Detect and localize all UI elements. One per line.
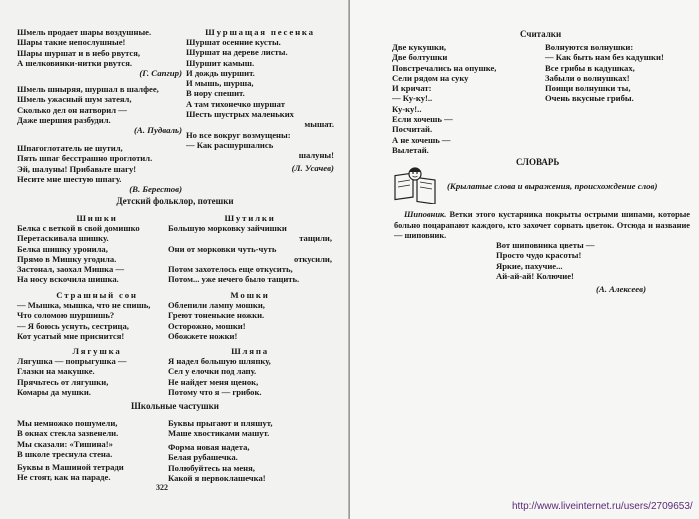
text-line: шалуны!	[298, 150, 334, 161]
text-line: Шмель продает шары воздушные.	[17, 27, 152, 37]
text-line: Буквы прыгают и пляшут,	[168, 418, 273, 428]
chastushka-2	[168, 418, 332, 439]
text-line: Волнуются волнушки:	[545, 42, 634, 52]
chastushka-1	[17, 418, 177, 459]
poem-title: Лягушка	[72, 346, 122, 356]
text-line: Поищи волнушки ты,	[545, 83, 631, 94]
text-line: Лягушка — попрыгушка —	[17, 356, 127, 366]
text-line: Облепили лампу мошки,	[168, 300, 265, 310]
text-line: Если хочешь —	[392, 114, 453, 125]
text-line: Ку-ку!..	[392, 103, 422, 114]
text-line: На носу вскочила шишка.	[17, 274, 119, 285]
text-line: Шуршат осенние кусты.	[186, 37, 281, 47]
text-line: Белка с веткой в свой домишко	[17, 223, 140, 233]
text-line: Вот шиповника цветы —	[496, 240, 595, 250]
text-line: — Как расшуршались	[186, 139, 274, 150]
page-number: 322	[156, 483, 168, 492]
text-line: Греют тоненькие ножки.	[168, 310, 265, 321]
text-line: Сколько дел он натворил —	[17, 104, 127, 115]
author: (Л. Усачев)	[291, 162, 334, 173]
poem-shlyapa	[168, 346, 332, 397]
text-line: Потом захотелось еще откусить,	[168, 264, 293, 275]
text-line: Пять шпаг бесстрашно проглотил.	[17, 153, 153, 164]
poem-shmel-shary	[17, 27, 182, 79]
text-line: Белая рубашечка.	[168, 452, 238, 463]
dictionary-title: СЛОВАРЬ	[516, 157, 560, 167]
text-line: Белка шишку уронила,	[17, 243, 108, 254]
text-line: Не стоят, как на параде.	[17, 472, 111, 483]
text-line: И кричат:	[392, 83, 432, 94]
text-line: А не хочешь —	[392, 134, 451, 145]
text-line: В нору спешит.	[186, 88, 245, 99]
text-line: Ай-ай-ай! Колючие!	[496, 270, 574, 281]
poem-shpagoglotatel	[17, 143, 182, 195]
text-line: — Ку-ку!..	[392, 93, 433, 104]
section-title: Детский фольклор, потешки	[116, 196, 234, 206]
text-line: Сели рядом на суку	[392, 72, 469, 83]
text-line: Мы сказали: «Тишина!»	[17, 438, 113, 449]
text-line: Очень вкусные грибы.	[545, 93, 634, 104]
text-line: Не найдет меня щенок,	[168, 376, 259, 387]
text-line: Осторожно, мошки!	[168, 320, 246, 331]
poem-strashny-son	[17, 290, 177, 341]
poem-title: Мошки	[230, 290, 270, 300]
text-line: мышат.	[304, 119, 334, 130]
text-line: Несите мне шестую шпагу.	[17, 173, 122, 184]
text-line: Шары такие непослушные!	[17, 37, 126, 48]
text-line: Прямо в Мишку угодила.	[17, 253, 117, 264]
author: (А. Пудваль)	[133, 125, 182, 136]
poem-lyagushka	[17, 346, 177, 397]
text-line: Буквы в Машиной тетради	[17, 462, 124, 472]
text-line: Какой я первоклашечка!	[168, 472, 266, 483]
text-line: — Мышка, мышка, что не спишь,	[17, 300, 151, 310]
watermark-url: http://www.liveinternet.ru/users/2709653/	[512, 501, 693, 512]
text-line: откусили,	[294, 253, 332, 264]
text-line: Что соломою шуршишь?	[17, 310, 115, 321]
author: (Г. Сапгир)	[139, 68, 182, 79]
poem-title: Шляпа	[231, 346, 269, 356]
poem-shishki	[17, 213, 177, 285]
dictionary-definition: Ветки этого кустарника покрыты острыми шипами, которые больно поцарапают каждого, кто захочет сорвать цветок. Отсюда и название — шиповник.	[394, 210, 690, 241]
text-line: Шмель шныряя, шуршал в шалфее,	[17, 84, 159, 94]
text-line: Вылетай.	[392, 144, 429, 155]
poem-shurshashchaya-pesenka	[186, 27, 334, 174]
text-line: Повстречались на опушке,	[392, 62, 497, 73]
author: (А. Алексеев)	[595, 284, 646, 295]
dictionary-entry-text	[394, 210, 690, 242]
text-line: Забыли о волнушках!	[545, 72, 630, 83]
text-line: тащили,	[299, 233, 332, 244]
text-line: В окнах стекла зазвенели.	[17, 428, 119, 439]
text-line: Посчитай.	[392, 124, 433, 135]
dictionary-keyword: Шиповник.	[404, 210, 447, 219]
text-line: Шуршат на дереве листы.	[186, 47, 288, 58]
text-line: А шелковинки-нитки рвутся.	[17, 57, 133, 68]
text-line: В школе треснула стена.	[17, 448, 113, 459]
reading-child-icon	[392, 166, 438, 204]
text-line: Шесть шустрых маленьких	[186, 109, 294, 120]
text-line: Просто чудо красоты!	[496, 250, 582, 261]
text-line: А там тихонечко шуршат	[186, 98, 285, 109]
text-line: Большую морковку зайчишки	[168, 223, 287, 233]
poem-shmel-shalfei	[17, 84, 182, 136]
right-page	[350, 0, 699, 519]
schitalka-kukushki	[392, 42, 542, 155]
text-line: Шпагоглотатель не шутил,	[17, 143, 123, 153]
section-title: Школьные частушки	[131, 401, 219, 411]
text-line: Все грибы в кадушках,	[545, 62, 635, 73]
text-line: Шуршит камыш.	[186, 57, 255, 68]
dictionary-subtitle: (Крылатые слова и выражения, происхождение слов)	[447, 181, 658, 191]
text-line: Две болтушки	[392, 52, 448, 63]
text-line: Кот усатый мне приснится!	[17, 330, 125, 341]
poem-moshki	[168, 290, 332, 341]
section-title: Считалки	[520, 29, 562, 39]
text-line: Потом... уже нечего было тащить.	[168, 274, 300, 285]
text-line: — Я боюсь уснуть, сестрица,	[17, 320, 129, 331]
text-line: Форма новая надета,	[168, 442, 250, 452]
text-line: Даже шершня разбудил.	[17, 114, 111, 125]
poem-title: Шуршащая песенка	[205, 27, 315, 37]
text-line: Мы немножко пошумели,	[17, 418, 118, 428]
text-line: Прячьтесь от лягушки,	[17, 376, 109, 387]
chastushka-3	[17, 462, 177, 483]
text-line: И дождь шуршит.	[186, 67, 255, 78]
text-line: Они от морковки чуть-чуть	[168, 243, 277, 254]
poem-shutilki	[168, 213, 332, 285]
poem-title: Страшный сон	[56, 290, 138, 300]
text-line: Перетаскивала шишку.	[17, 233, 109, 244]
poem-title: Шишки	[76, 213, 118, 223]
text-line: — Как быть нам без кадушки!	[545, 52, 664, 63]
text-line: Обожжете ножки!	[168, 330, 238, 341]
author: (В. Берестов)	[129, 184, 182, 195]
text-line: Полюбуйтесь на меня,	[168, 462, 255, 473]
text-line: Потому что я — грибок.	[168, 386, 262, 397]
text-line: Шары шуршат и в небо рвутся,	[17, 47, 141, 58]
schitalka-volnushki	[545, 42, 693, 104]
poem-title: Шутилки	[224, 213, 276, 223]
text-line: Маше хвостиками машут.	[168, 428, 270, 439]
text-line: Яркие, пахучие...	[496, 260, 563, 271]
dictionary-entry	[394, 210, 690, 242]
poem-shipovnik	[496, 240, 646, 295]
text-line: Сел у елочки под лапу.	[168, 366, 257, 377]
text-line: Я надел большую шляпку,	[168, 356, 271, 366]
text-line: Застонал, заохал Мишка —	[17, 264, 125, 275]
text-line: Но все вокруг возмущены:	[186, 129, 291, 140]
text-line: Две кукушки,	[392, 42, 447, 52]
chastushka-4	[168, 442, 332, 483]
text-line: Глазки на макушке.	[17, 366, 95, 377]
text-line: Комары да мушки.	[17, 386, 91, 397]
text-line: Эй, шалуны! Прибавьте шагу!	[17, 163, 137, 174]
text-line: И мышь, шурша,	[186, 78, 254, 89]
text-line: Шмель ужасный шум затеял,	[17, 94, 132, 105]
